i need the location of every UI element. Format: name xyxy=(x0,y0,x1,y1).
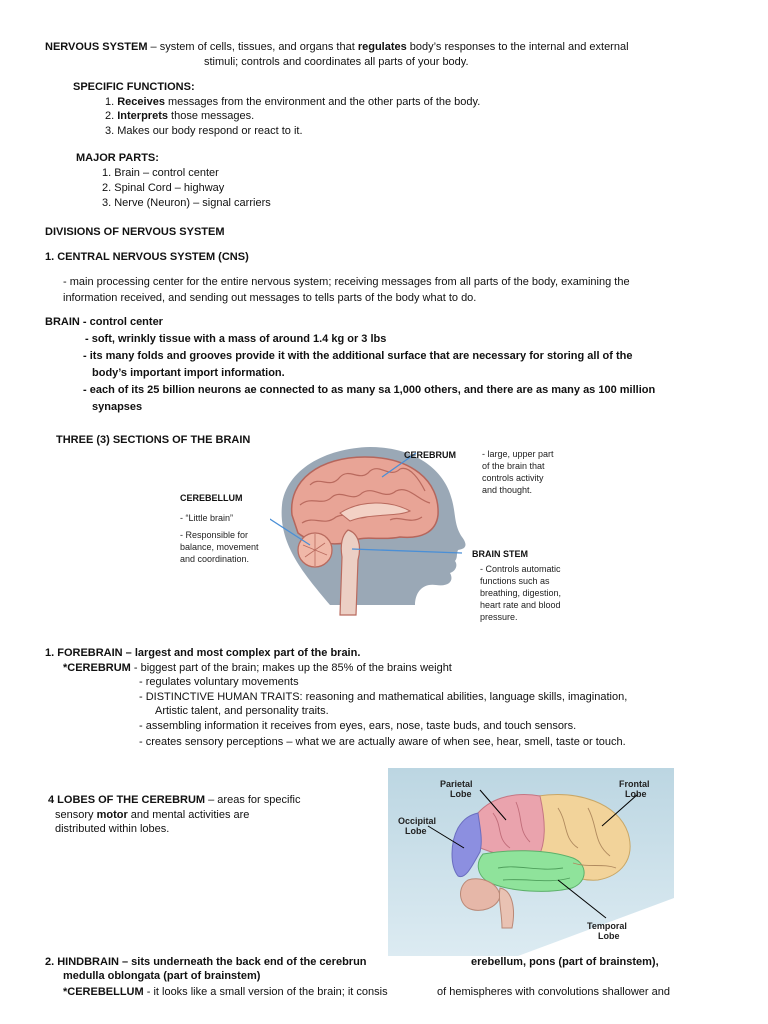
brainstem-desc-2: functions such as xyxy=(480,576,550,586)
brain-point-3-cont: synapses xyxy=(92,401,143,413)
brainstem-desc-4: heart rate and blood xyxy=(480,600,561,610)
forebrain-point-3: - assembling information it receives from eyes, ears, nose, taste buds, and touch sensors. xyxy=(139,720,577,732)
brainstem-desc-5: pressure. xyxy=(480,612,518,622)
lobes-text-line2: sensory motor and mental activities are xyxy=(55,809,250,821)
cerebellum-desc-1: - “Little brain” xyxy=(180,513,234,523)
nervous-system-definition-line2: stimuli; controls and coordinates all parts of your body. xyxy=(204,56,469,68)
parietal-lobe-label-1: Parietal xyxy=(440,779,473,789)
hindbrain-line2: medulla oblongata (part of brainstem) xyxy=(63,970,261,982)
list-item: 3. Makes our body respond or react to it. xyxy=(105,125,303,137)
cns-description-line2: information received, and sending out messages to tells parts of the body what to do. xyxy=(63,292,477,304)
specific-functions-title: SPECIFIC FUNCTIONS: xyxy=(73,81,195,93)
divisions-title: DIVISIONS OF NERVOUS SYSTEM xyxy=(45,226,225,238)
temporal-lobe-label-1: Temporal xyxy=(587,921,627,931)
brain-point-3: - each of its 25 billion neurons ae connected to as many sa 1,000 others, and there are as many as 100 million xyxy=(83,384,656,396)
forebrain-point-2: - DISTINCTIVE HUMAN TRAITS: reasoning and mathematical abilities, language skills, imagination, xyxy=(139,691,628,703)
hindbrain-line1a: 2. HINDBRAIN – sits underneath the back end of the cerebrun xyxy=(45,956,367,968)
forebrain-point-4: - creates sensory perceptions – what we are actually aware of when see, hear, smell, taste or touch. xyxy=(139,736,626,748)
forebrain-cerebrum: *CEREBRUM - biggest part of the brain; makes up the 85% of the brains weight xyxy=(63,662,452,674)
sections-title: THREE (3) SECTIONS OF THE BRAIN xyxy=(56,434,251,446)
cns-description-line1: - main processing center for the entire nervous system; receiving messages from all parts of the body, examining the xyxy=(63,276,630,288)
cerebrum-label: CEREBRUM xyxy=(404,450,457,460)
list-item: 2. Spinal Cord – highway xyxy=(102,182,225,194)
cns-title: 1. CENTRAL NERVOUS SYSTEM (CNS) xyxy=(45,251,249,263)
list-item: 1. Brain – control center xyxy=(102,167,219,179)
forebrain-title: 1. FOREBRAIN – largest and most complex part of the brain. xyxy=(45,647,361,659)
cerebellum-desc-4: and coordination. xyxy=(180,554,250,564)
brain-point-2-cont: body’s important import information. xyxy=(92,367,285,379)
brain-heading: BRAIN - control center xyxy=(45,316,163,328)
forebrain-point-2-cont: Artistic talent, and personality traits. xyxy=(155,705,329,717)
cerebrum-desc-3: controls activity xyxy=(482,473,544,483)
occipital-lobe-label-2: Lobe xyxy=(405,826,427,836)
frontal-lobe-label-1: Frontal xyxy=(619,779,650,789)
hindbrain-line1b: erebellum, pons (part of brainstem), xyxy=(471,956,659,968)
nervous-system-label: NERVOUS SYSTEM xyxy=(45,41,148,53)
list-item: 2. Interprets those messages. xyxy=(105,110,255,122)
temporal-lobe-label-2: Lobe xyxy=(598,931,620,941)
occipital-lobe-label-1: Occipital xyxy=(398,816,437,826)
brainstem-desc-3: breathing, digestion, xyxy=(480,588,562,598)
nervous-system-definition: NERVOUS SYSTEM – system of cells, tissues, and organs that regulates body’s responses to the internal and external xyxy=(45,41,629,53)
brain-point-2: - its many folds and grooves provide it with the additional surface that are necessary for storing all of the xyxy=(83,350,633,362)
brain-sections-figure xyxy=(270,445,480,620)
brainstem-shape xyxy=(340,530,360,615)
cerebrum-desc-2: of the brain that xyxy=(482,461,545,471)
brainstem-label: BRAIN STEM xyxy=(472,549,528,559)
major-parts-title: MAJOR PARTS: xyxy=(76,152,159,164)
list-item: 1. Receives messages from the environment and the other parts of the body. xyxy=(105,96,481,108)
hindbrain-line3b: of hemispheres with convolutions shallower and xyxy=(437,986,670,998)
brain-point-1: - soft, wrinkly tissue with a mass of around 1.4 kg or 3 lbs xyxy=(85,333,387,345)
frontal-lobe-label-2: Lobe xyxy=(625,789,647,799)
brainstem-desc-1: - Controls automatic xyxy=(480,564,561,574)
cerebrum-desc-1: - large, upper part xyxy=(482,449,554,459)
cerebellum-desc-3: balance, movement xyxy=(180,542,259,552)
forebrain-point-1: - regulates voluntary movements xyxy=(139,676,299,688)
lobes-text-line1: 4 LOBES OF THE CEREBRUM – areas for specific xyxy=(48,794,301,806)
cerebrum-desc-4: and thought. xyxy=(482,485,533,495)
hindbrain-line3a: *CEREBELLUM - it looks like a small version of the brain; it consis xyxy=(63,986,388,998)
list-item: 3. Nerve (Neuron) – signal carriers xyxy=(102,197,271,209)
parietal-lobe-label-2: Lobe xyxy=(450,789,472,799)
cerebellum-desc-2: - Responsible for xyxy=(180,530,249,540)
lobes-text-line3: distributed within lobes. xyxy=(55,823,170,835)
cerebellum-label: CEREBELLUM xyxy=(180,493,243,503)
